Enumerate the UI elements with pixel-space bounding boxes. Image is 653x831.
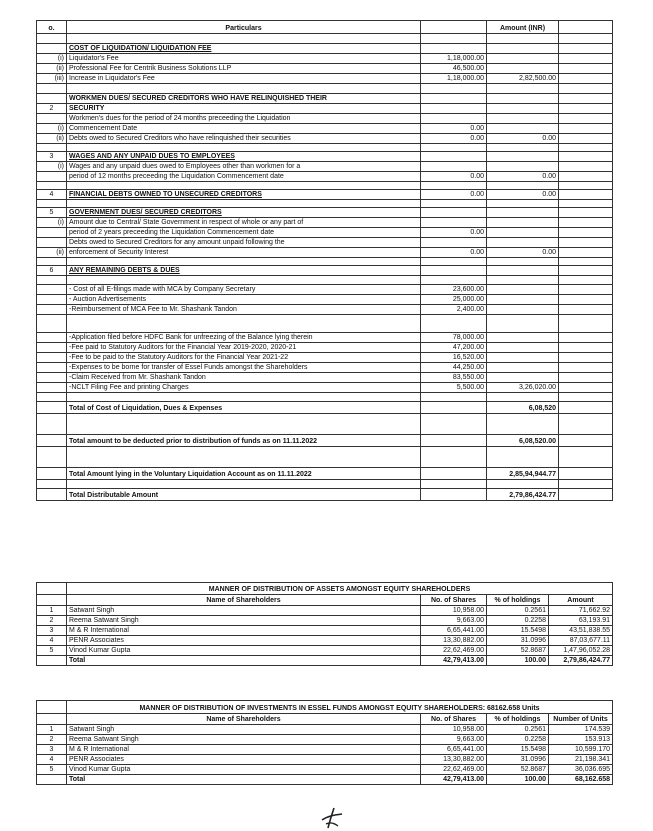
lying-value: 2,85,94,944.77 bbox=[487, 468, 559, 480]
table-row: period of 12 months preceeding the Liquidation Commencement date 0.00 0.00 bbox=[37, 172, 613, 182]
table-row: (ii) Professional Fee for Centrik Business Solutions LLP 46,500.00 bbox=[37, 64, 613, 74]
table-row: - Auction Advertisements 25,000.00 bbox=[37, 295, 613, 305]
deduct-label: Total amount to be deducted prior to distribution of funds as on 11.11.2022 bbox=[67, 435, 421, 447]
table-row: -Reimbursement of MCA Fee to Mr. Shashank Tandon 2,400.00 bbox=[37, 305, 613, 315]
table-row: Workmen's dues for the period of 24 months preceeding the Liquidation bbox=[37, 114, 613, 124]
table-row: -NCLT Filing Fee and printing Charges 5,500.00 3,26,020.00 bbox=[37, 383, 613, 393]
col-pct: % of holdings bbox=[487, 714, 549, 725]
table-row: period of 2 years preceeding the Liquidation Commencement date 0.00 bbox=[37, 228, 613, 238]
total-row bbox=[37, 468, 613, 480]
section-row: 3 WAGES AND ANY UNPAID DUES TO EMPLOYEES bbox=[37, 152, 613, 162]
col-amount: Amount bbox=[549, 595, 613, 606]
col-shares: No. of Shares bbox=[421, 714, 487, 725]
header-row bbox=[37, 714, 613, 725]
table-row: 1 Satwant Singh 10,958.00 0.2561 174.539 bbox=[37, 725, 613, 735]
table-row: (i) Commencement Date 0.00 bbox=[37, 124, 613, 134]
table-row: (ii) Debts owed to Secured Creditors who have relinquished their securities 0.00 0.00 bbox=[37, 134, 613, 144]
section-row: 2 SECURITY bbox=[37, 104, 613, 114]
section-title: WAGES AND ANY UNPAID DUES TO EMPLOYEES bbox=[67, 152, 421, 162]
investments-distribution-table bbox=[36, 700, 613, 785]
total-row: Total 42,79,413.00 100.00 68,162.658 bbox=[37, 775, 613, 785]
distributable-label: Total Distributable Amount bbox=[67, 489, 421, 501]
total-cost-value: 6,08,520 bbox=[487, 402, 559, 414]
table-row: 5 Vinod Kumar Gupta 22,62,469.00 52.8687 1,47,96,052.28 bbox=[37, 646, 613, 656]
header-row bbox=[37, 595, 613, 606]
section-title: WORKMEN DUES/ SECURED CREDITORS WHO HAVE RELINQUISHED THEIR bbox=[67, 94, 421, 104]
table-row: (i) Wages and any unpaid dues owed to Employees other than workmen for a bbox=[37, 162, 613, 172]
section-row: 5 GOVERNMENT DUES/ SECURED CREDITORS bbox=[37, 208, 613, 218]
liquidation-table bbox=[36, 20, 613, 501]
table-row: -Claim Received from Mr. Shashank Tandon 83,550.00 bbox=[37, 373, 613, 383]
section-title: ANY REMAINING DEBTS & DUES bbox=[67, 266, 421, 276]
table-row: 4 PENR Associates 13,30,882.00 31.0996 87,03,677.11 bbox=[37, 636, 613, 646]
amount-header: Amount (INR) bbox=[487, 21, 559, 34]
distributable-value: 2,79,86,424.77 bbox=[487, 489, 559, 501]
total-row bbox=[37, 489, 613, 501]
col-name: Name of Shareholders bbox=[67, 714, 421, 725]
table-row: -Expenses to be borne for transfer of Essel Funds amongst the Shareholders 44,250.00 bbox=[37, 363, 613, 373]
section-title: FINANCIAL DEBTS OWNED TO UNSECURED CREDITORS bbox=[67, 190, 421, 200]
table-row: 3 M & R International 6,65,441.00 15.5498 43,51,838.55 bbox=[37, 626, 613, 636]
table-row: (ii) enforcement of Security Interest 0.00 0.00 bbox=[37, 248, 613, 258]
lying-label: Total Amount lying in the Voluntary Liquidation Account as on 11.11.2022 bbox=[67, 468, 421, 480]
table-row: 2 Reema Satwant Singh 9,663.00 0.2258 153.913 bbox=[37, 735, 613, 745]
col-shares: No. of Shares bbox=[421, 595, 487, 606]
table-row: 3 M & R International 6,65,441.00 15.5498 10,599.170 bbox=[37, 745, 613, 755]
particulars-header: Particulars bbox=[67, 21, 421, 34]
table-row: -Fee paid to Statutory Auditors for the Financial Year 2019-2020, 2020-21 47,200.00 bbox=[37, 343, 613, 353]
header-row bbox=[37, 21, 613, 34]
section-title: COST OF LIQUIDATION/ LIQUIDATION FEE bbox=[67, 44, 421, 54]
table-row: 1 Satwant Singh 10,958.00 0.2561 71,662.92 bbox=[37, 606, 613, 616]
table-row: 5 Vinod Kumar Gupta 22,62,469.00 52.8687 36,036.695 bbox=[37, 765, 613, 775]
total-row bbox=[37, 435, 613, 447]
section-row: 4 FINANCIAL DEBTS OWNED TO UNSECURED CREDITORS 0.00 0.00 bbox=[37, 190, 613, 200]
col-name: Name of Shareholders bbox=[67, 595, 421, 606]
assets-distribution-table bbox=[36, 582, 613, 666]
no-header: o. bbox=[37, 21, 67, 34]
table-row: 2 Reema Satwant Singh 9,663.00 0.2258 63,193.91 bbox=[37, 616, 613, 626]
investments-title: MANNER OF DISTRIBUTION OF INVESTMENTS IN ESSEL FUNDS AMONGST EQUITY SHAREHOLDERS: 68162.658 Units bbox=[67, 701, 613, 714]
table-row: - Cost of all E-filings made with MCA by Company Secretary 23,600.00 bbox=[37, 285, 613, 295]
total-row bbox=[37, 402, 613, 414]
section-row bbox=[37, 44, 613, 54]
signature-mark bbox=[318, 806, 348, 830]
col-pct: % of holdings bbox=[487, 595, 549, 606]
table-row: (i) Amount due to Central/ State Government in respect of whole or any part of bbox=[37, 218, 613, 228]
table-row: Debts owed to Secured Creditors for any amount unpaid following the bbox=[37, 238, 613, 248]
deduct-value: 6,08,520.00 bbox=[487, 435, 559, 447]
table-row: -Fee to be paid to the Statutory Auditors for the Financial Year 2021-22 16,520.00 bbox=[37, 353, 613, 363]
section-title: GOVERNMENT DUES/ SECURED CREDITORS bbox=[67, 208, 421, 218]
total-cost-label: Total of Cost of Liquidation, Dues & Expenses bbox=[67, 402, 421, 414]
table-row: (iii) Increase in Liquidator's Fee 1,18,000.00 2,82,500.00 bbox=[37, 74, 613, 84]
assets-title: MANNER OF DISTRIBUTION OF ASSETS AMONGST EQUITY SHAREHOLDERS bbox=[67, 583, 613, 595]
table-row: 4 PENR Associates 13,30,882.00 31.0996 21,198.341 bbox=[37, 755, 613, 765]
col-units: Number of Units bbox=[549, 714, 613, 725]
section-row bbox=[37, 94, 613, 104]
table-row: -Application filed before HDFC Bank for unfreezing of the Balance lying therein 78,000.00 bbox=[37, 333, 613, 343]
table-row: (i) Liquidator's Fee 1,18,000.00 bbox=[37, 54, 613, 64]
total-row: Total 42,79,413.00 100.00 2,79,86,424.77 bbox=[37, 656, 613, 666]
section-row: 6 ANY REMAINING DEBTS & DUES bbox=[37, 266, 613, 276]
